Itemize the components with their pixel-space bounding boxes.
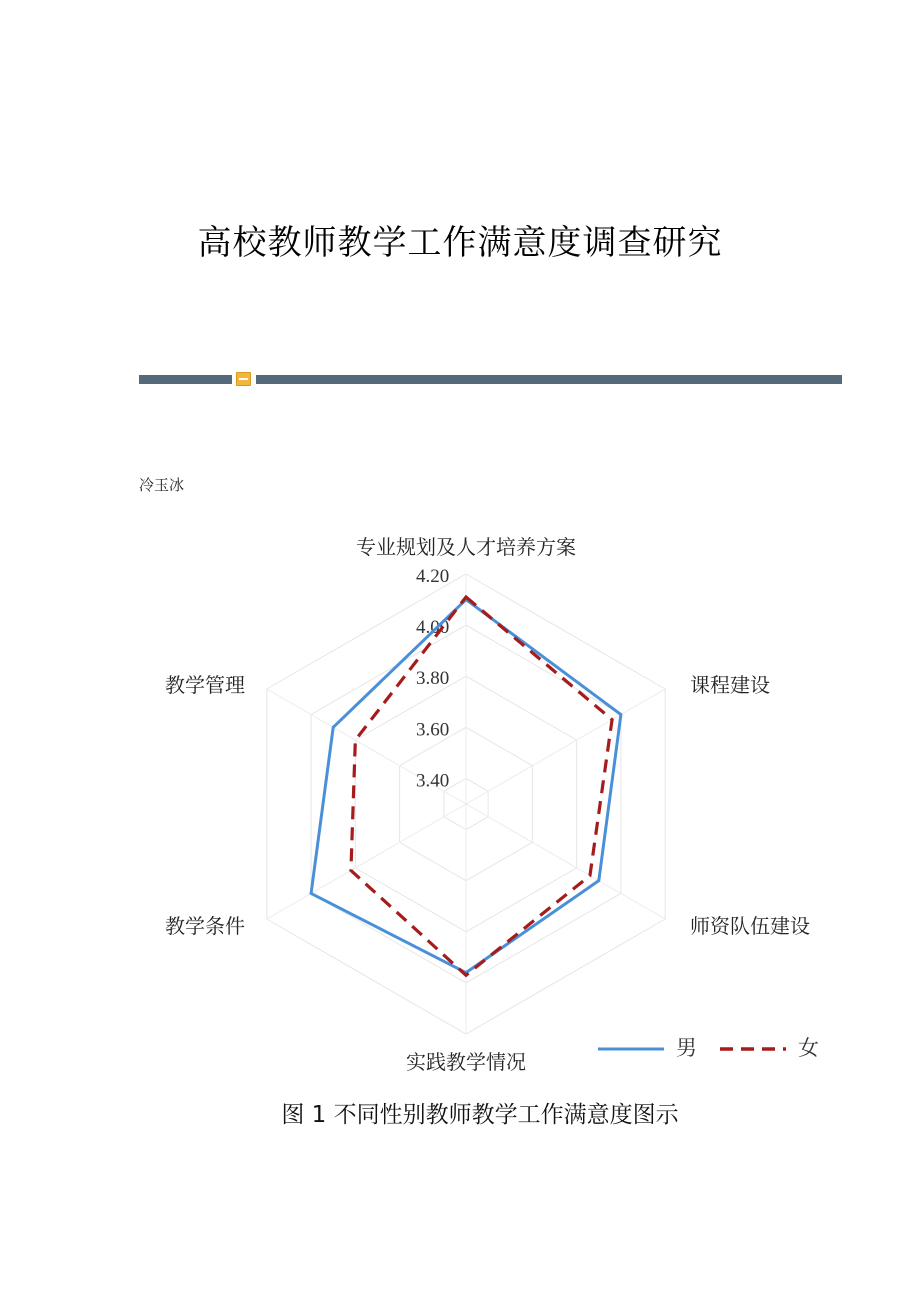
- radar-chart: [0, 520, 920, 1090]
- axis-spoke-4: [267, 804, 466, 919]
- tick-label-3: 4.00: [416, 617, 450, 639]
- category-label-0: 专业规划及人才培养方案: [356, 535, 576, 559]
- tick-label-0: 3.40: [416, 770, 450, 792]
- title-divider: [139, 375, 842, 384]
- figure-caption: 图 1 不同性别教师教学工作满意度图示: [281, 1102, 679, 1128]
- series-line-1: [351, 597, 612, 975]
- tick-label-1: 3.60: [416, 719, 450, 741]
- tick-label-4: 4.20: [416, 566, 450, 587]
- category-label-5: 教学管理: [165, 673, 245, 697]
- divider-badge-icon: [236, 372, 251, 386]
- divider-left-segment: [139, 375, 232, 384]
- document-title: 高校教师教学工作满意度调查研究: [197, 223, 723, 263]
- chart-legend: [598, 1036, 819, 1060]
- category-label-1: 课程建设: [690, 673, 770, 697]
- radar-axes: [267, 574, 665, 1034]
- author-name: 冷玉冰: [139, 476, 185, 494]
- axis-spoke-1: [466, 689, 665, 804]
- category-label-4: 教学条件: [165, 914, 245, 938]
- legend-label-1: 女: [798, 1036, 819, 1060]
- category-label-3: 实践教学情况: [406, 1050, 526, 1074]
- divider-right-segment: [256, 375, 842, 384]
- tick-label-2: 3.80: [416, 668, 450, 690]
- category-label-2: 师资队伍建设: [690, 914, 810, 938]
- axis-spoke-2: [466, 804, 665, 919]
- legend-label-0: 男: [676, 1036, 697, 1060]
